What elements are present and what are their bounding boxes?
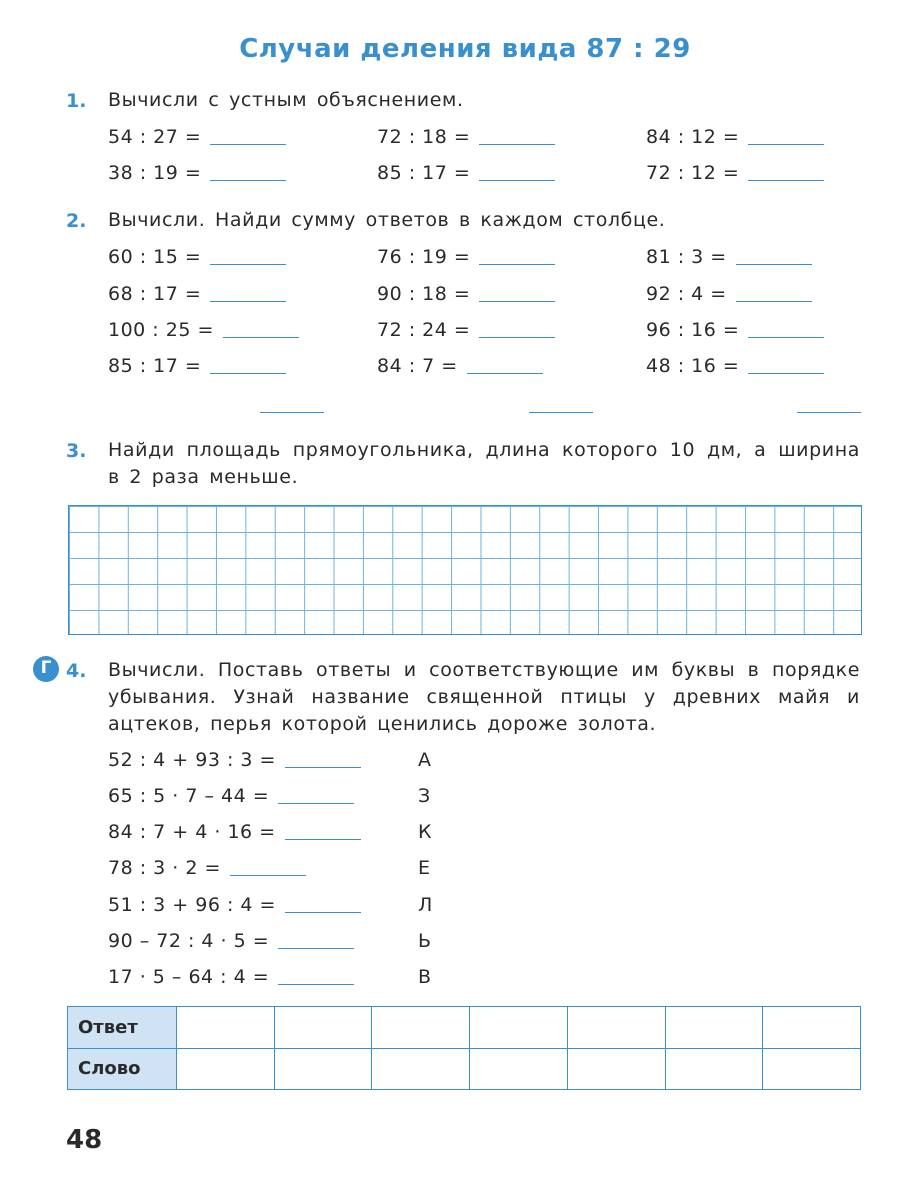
task-3-number: 3. (66, 440, 87, 462)
word-cell[interactable] (372, 1048, 470, 1090)
task-2-number: 2. (66, 210, 87, 232)
answer-blank[interactable] (479, 300, 555, 302)
answer-blank[interactable] (479, 143, 555, 145)
answer-cell[interactable] (567, 1007, 665, 1049)
word-cell[interactable] (274, 1048, 372, 1090)
task-2-expr: 48 : 16 = (646, 355, 824, 377)
word-cell[interactable] (177, 1048, 275, 1090)
task-2-expr: 76 : 19 = (377, 246, 555, 268)
task-2-expr: 72 : 24 = (377, 319, 555, 341)
column-sum-blank[interactable] (529, 412, 593, 413)
answer-blank[interactable] (285, 838, 361, 840)
answer-blank[interactable] (223, 336, 299, 338)
answer-blank[interactable] (210, 300, 286, 302)
answer-blank[interactable] (748, 372, 824, 374)
answer-blank[interactable] (736, 300, 812, 302)
task-2-expr: 81 : 3 = (646, 246, 812, 268)
answer-blank[interactable] (748, 336, 824, 338)
answer-row (68, 1007, 861, 1049)
task-4-text: Вычисли. Поставь ответы и соответствующие им буквы в порядке убывания. Узнай название священной птицы у древних майя и ацтеков, перья которой ценились дороже золота. (108, 659, 860, 735)
squared-grid[interactable] (68, 505, 862, 635)
answer-cell[interactable] (177, 1007, 275, 1049)
task-1-expr: 54 : 27 = (108, 126, 286, 148)
task-2-expr: 90 : 18 = (377, 283, 555, 305)
answer-blank[interactable] (467, 372, 543, 374)
answer-blank[interactable] (230, 874, 306, 876)
task-1-expr: 72 : 18 = (377, 126, 555, 148)
task-4-letter: Е (418, 857, 431, 879)
answer-cell[interactable] (763, 1007, 861, 1049)
page-title: Случаи деления вида 87 : 29 (239, 34, 691, 64)
answer-blank[interactable] (285, 766, 361, 768)
task-2-expr: 68 : 17 = (108, 283, 286, 305)
answer-cell[interactable] (470, 1007, 568, 1049)
task-2-expr: 60 : 15 = (108, 246, 286, 268)
task-4-expr: 17 · 5 – 64 : 4 = (108, 966, 354, 988)
task-1-expr: 38 : 19 = (108, 162, 286, 184)
task-4-letter: В (418, 966, 432, 988)
answer-cell[interactable] (372, 1007, 470, 1049)
task-4-letter: А (418, 749, 431, 771)
task-4-expr: 52 : 4 + 93 : 3 = (108, 749, 361, 771)
task-3-text: Найди площадь прямоугольника, длина которого 10 дм, а ширина в 2 раза меньше. (108, 439, 860, 488)
task-1-expr: 85 : 17 = (377, 162, 555, 184)
answer-blank[interactable] (278, 802, 354, 804)
answer-blank[interactable] (736, 263, 812, 265)
task-2-expr: 84 : 7 = (377, 355, 543, 377)
page-number: 48 (66, 1125, 103, 1155)
answer-blank[interactable] (479, 336, 555, 338)
task-4-expr: 90 – 72 : 4 · 5 = (108, 930, 354, 952)
task-1-expr: 72 : 12 = (646, 162, 824, 184)
task-4-number: 4. (66, 660, 87, 682)
task-4-letter: Ь (418, 930, 432, 952)
word-cell[interactable] (567, 1048, 665, 1090)
task-4-expr: 84 : 7 + 4 · 16 = (108, 821, 361, 843)
answer-blank[interactable] (210, 372, 286, 374)
task-2-expr: 100 : 25 = (108, 319, 299, 341)
word-cell[interactable] (665, 1048, 763, 1090)
word-row (68, 1048, 861, 1090)
word-row-label: Слово (68, 1048, 177, 1090)
answer-cell[interactable] (274, 1007, 372, 1049)
task-4-letter: З (418, 785, 431, 807)
answer-blank[interactable] (479, 179, 555, 181)
task-4-expr: 78 : 3 · 2 = (108, 857, 306, 879)
answer-blank[interactable] (748, 179, 824, 181)
answer-table (67, 1006, 861, 1090)
answer-blank[interactable] (285, 911, 361, 913)
answer-blank[interactable] (479, 263, 555, 265)
task-4-expr: 51 : 3 + 96 : 4 = (108, 894, 361, 916)
task-4-letter: Л (418, 894, 433, 916)
task-4-expr: 65 : 5 · 7 – 44 = (108, 785, 354, 807)
task-4-letter: К (418, 821, 432, 843)
answer-blank[interactable] (748, 143, 824, 145)
task-4-badge: Г (33, 656, 59, 682)
task-1-expr: 84 : 12 = (646, 126, 824, 148)
task-1-number: 1. (66, 90, 87, 112)
column-sum-blank[interactable] (260, 412, 324, 413)
answer-blank[interactable] (210, 263, 286, 265)
answer-blank[interactable] (210, 143, 286, 145)
column-sum-blank[interactable] (797, 412, 861, 413)
task-1-text: Вычисли с устным объяснением. (108, 89, 464, 111)
task-2-expr: 85 : 17 = (108, 355, 286, 377)
answer-blank[interactable] (210, 179, 286, 181)
task-2-expr: 96 : 16 = (646, 319, 824, 341)
task-2-text: Вычисли. Найди сумму ответов в каждом столбце. (108, 209, 666, 231)
answer-blank[interactable] (278, 983, 354, 985)
word-cell[interactable] (470, 1048, 568, 1090)
answer-cell[interactable] (665, 1007, 763, 1049)
word-cell[interactable] (763, 1048, 861, 1090)
task-2-expr: 92 : 4 = (646, 283, 812, 305)
answer-blank[interactable] (278, 947, 354, 949)
answer-row-label: Ответ (68, 1007, 177, 1049)
